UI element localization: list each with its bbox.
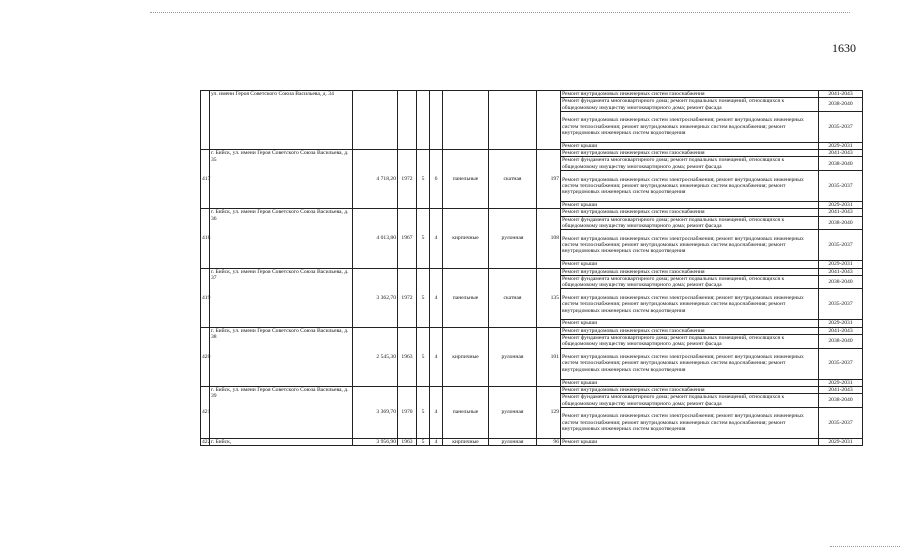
page-number: 1630	[832, 41, 856, 55]
floors-count: 5	[417, 150, 430, 209]
work-type: Ремонт фундамента многоквартирного дома; ремонт подвальных помещений, относящихся к общедомовому имуществу многоквартирного дома; ремонт фасада	[561, 394, 819, 408]
work-period: 2029-2031	[819, 202, 863, 209]
work-period: 2038-2040	[819, 275, 863, 289]
repair-schedule-table	[200, 90, 863, 446]
house-address: г. Бийск, ул. имени Героя Советского Союза Васильева, д. 37	[210, 268, 353, 327]
roof-type: рулонная	[489, 438, 537, 446]
work-period: 2035-2037	[819, 348, 863, 379]
wall-material: кирпичные	[443, 209, 489, 268]
table-row	[201, 327, 863, 334]
wall-material: панельные	[443, 150, 489, 209]
work-type: Ремонт фундамента многоквартирного дома; ремонт подвальных помещений, относящихся к общедомовому имуществу многоквартирного дома; ремонт фасада	[561, 335, 819, 349]
construction-year: 1963	[398, 438, 417, 446]
construction-year	[398, 91, 417, 150]
construction-year: 1967	[398, 209, 417, 268]
residents-count: 101	[537, 327, 561, 386]
work-type: Ремонт крыши	[561, 261, 819, 268]
work-period: 2041-2043	[819, 268, 863, 275]
work-type: Ремонт внутридомовых инженерных систем газоснабжения	[561, 386, 819, 393]
work-period: 2029-2031	[819, 438, 863, 446]
house-area: 3 362,70	[353, 268, 398, 327]
residents-count: 197	[537, 150, 561, 209]
work-type: Ремонт внутридомовых инженерных систем газоснабжения	[561, 327, 819, 334]
work-type: Ремонт фундамента многоквартирного дома; ремонт подвальных помещений, относящихся к общедомовому имуществу многоквартирного дома; ремонт фасада	[561, 98, 819, 112]
wall-material	[443, 91, 489, 150]
work-type: Ремонт внутридомовых инженерных систем электроснабжения; ремонт внутридомовых инженерных систем теплоснабжения; ремонт внутридомовых инженерных систем водоснабжения; ремонт внутридомовых инженерных систем водоотведения	[561, 348, 819, 379]
work-period: 2035-2037	[819, 289, 863, 320]
work-type: Ремонт внутридомовых инженерных систем газоснабжения	[561, 209, 819, 216]
work-type: Ремонт фундамента многоквартирного дома; ремонт подвальных помещений, относящихся к общедомовому имуществу многоквартирного дома; ремонт фасада	[561, 157, 819, 171]
work-type: Ремонт внутридомовых инженерных систем электроснабжения; ремонт внутридомовых инженерных систем теплоснабжения; ремонт внутридомовых инженерных систем водоснабжения; ремонт внутридомовых инженерных систем водоотведения	[561, 111, 819, 142]
work-type: Ремонт внутридомовых инженерных систем газоснабжения	[561, 150, 819, 157]
work-period: 2041-2043	[819, 150, 863, 157]
work-period: 2038-2040	[819, 216, 863, 230]
work-type: Ремонт фундамента многоквартирного дома; ремонт подвальных помещений, относящихся к общедомовому имуществу многоквартирного дома; ремонт фасада	[561, 275, 819, 289]
table-row	[201, 386, 863, 393]
entrances-count	[430, 91, 443, 150]
work-type: Ремонт фундамента многоквартирного дома; ремонт подвальных помещений, относящихся к общедомовому имуществу многоквартирного дома; ремонт фасада	[561, 216, 819, 230]
work-type: Ремонт внутридомовых инженерных систем газоснабжения	[561, 91, 819, 98]
work-period: 2038-2040	[819, 98, 863, 112]
row-number: 420	[201, 327, 210, 386]
house-area: 4 013,80	[353, 209, 398, 268]
work-type: Ремонт внутридомовых инженерных систем электроснабжения; ремонт внутридомовых инженерных систем теплоснабжения; ремонт внутридомовых инженерных систем водоснабжения; ремонт внутридомовых инженерных систем водоотведения	[561, 289, 819, 320]
repair-schedule-table-wrapper	[200, 90, 862, 495]
work-type: Ремонт крыши	[561, 320, 819, 327]
row-number: 417	[201, 150, 210, 209]
house-address: ул. имени Героя Советского Союза Васильева, д. 34	[210, 91, 353, 150]
house-area: 3 956,90	[353, 438, 398, 446]
table-row	[201, 438, 863, 446]
floors-count: 5	[417, 209, 430, 268]
residents-count: 135	[537, 268, 561, 327]
row-number: 421	[201, 386, 210, 438]
entrances-count: 4	[430, 438, 443, 446]
roof-type: рулонная	[489, 209, 537, 268]
work-type: Ремонт внутридомовых инженерных систем электроснабжения; ремонт внутридомовых инженерных систем теплоснабжения; ремонт внутридомовых инженерных систем водоснабжения; ремонт внутридомовых инженерных систем водоотведения	[561, 407, 819, 438]
table-row	[201, 209, 863, 216]
row-number: 422	[202, 438, 211, 445]
work-period: 2041-2043	[819, 327, 863, 334]
construction-year: 1963	[398, 327, 417, 386]
house-area: 3 369,70	[353, 386, 398, 438]
work-period: 2035-2037	[819, 230, 863, 261]
scan-edge-line	[150, 12, 850, 13]
wall-material: кирпичные	[443, 438, 489, 446]
floors-count	[417, 91, 430, 150]
table-row	[201, 268, 863, 275]
work-period: 2029-2031	[819, 379, 863, 386]
house-address: г. Бийск, ул. имени Героя Советского Союза Васильева, д. 39	[210, 386, 353, 438]
roof-type: рулонная	[489, 327, 537, 386]
work-type: Ремонт внутридомовых инженерных систем электроснабжения; ремонт внутридомовых инженерных систем теплоснабжения; ремонт внутридомовых инженерных систем водоснабжения; ремонт внутридомовых инженерных систем водоотведения	[561, 230, 819, 261]
entrances-count: 6	[430, 150, 443, 209]
work-period: 2038-2040	[819, 335, 863, 349]
wall-material: панельные	[443, 268, 489, 327]
house-area: 4 718,20	[353, 150, 398, 209]
construction-year: 1972	[398, 268, 417, 327]
house-address: г. Бийск,	[210, 438, 353, 446]
entrances-count: 4	[430, 268, 443, 327]
wall-material: кирпичные	[443, 327, 489, 386]
roof-type: скатная	[489, 150, 537, 209]
house-address: г. Бийск, ул. имени Героя Советского Союза Васильева, д. 36	[210, 209, 353, 268]
work-period: 2038-2040	[819, 157, 863, 171]
work-period: 2035-2037	[819, 171, 863, 202]
work-period: 2041-2043	[819, 386, 863, 393]
work-period: 2029-2031	[819, 320, 863, 327]
wall-material: панельные	[443, 386, 489, 438]
entrances-count: 4	[430, 209, 443, 268]
floors-count: 5	[417, 268, 430, 327]
residents-count: 108	[537, 209, 561, 268]
work-type: Ремонт крыши	[561, 142, 819, 149]
table-row	[201, 150, 863, 157]
row-number: 419	[201, 268, 210, 327]
work-type: Ремонт внутридомовых инженерных систем газоснабжения	[561, 268, 819, 275]
work-type: Ремонт крыши	[561, 438, 819, 446]
floors-count: 5	[417, 438, 430, 446]
construction-year: 1970	[398, 386, 417, 438]
work-period: 2038-2040	[819, 394, 863, 408]
construction-year: 1972	[398, 150, 417, 209]
work-type: Ремонт крыши	[561, 202, 819, 209]
work-period: 2041-2043	[819, 91, 863, 98]
house-address: г. Бийск, ул. имени Героя Советского Союза Васильева, д. 38	[210, 327, 353, 386]
roof-type	[489, 91, 537, 150]
entrances-count: 4	[430, 327, 443, 386]
floors-count: 5	[417, 386, 430, 438]
house-area	[353, 91, 398, 150]
roof-type: рулонная	[489, 386, 537, 438]
work-type: Ремонт крыши	[561, 379, 819, 386]
work-period: 2035-2037	[819, 111, 863, 142]
work-period: 2035-2037	[819, 407, 863, 438]
house-address: г. Бийск, ул. имени Героя Советского Союза Васильева, д. 35	[210, 150, 353, 209]
work-period: 2029-2031	[819, 261, 863, 268]
floors-count: 5	[417, 327, 430, 386]
work-type: Ремонт внутридомовых инженерных систем электроснабжения; ремонт внутридомовых инженерных систем теплоснабжения; ремонт внутридомовых инженерных систем водоснабжения; ремонт внутридомовых инженерных систем водоотведения	[561, 171, 819, 202]
residents-count	[537, 91, 561, 150]
residents-count: 129	[537, 386, 561, 438]
row-number	[201, 91, 210, 150]
house-area: 2 545,30	[353, 327, 398, 386]
scan-edge-line-bottom	[830, 546, 900, 547]
entrances-count: 4	[430, 386, 443, 438]
work-period: 2041-2043	[819, 209, 863, 216]
roof-type: скатная	[489, 268, 537, 327]
work-period: 2029-2031	[819, 142, 863, 149]
table-row	[201, 91, 863, 98]
residents-count: 96	[537, 438, 561, 446]
row-number: 418	[201, 209, 210, 268]
